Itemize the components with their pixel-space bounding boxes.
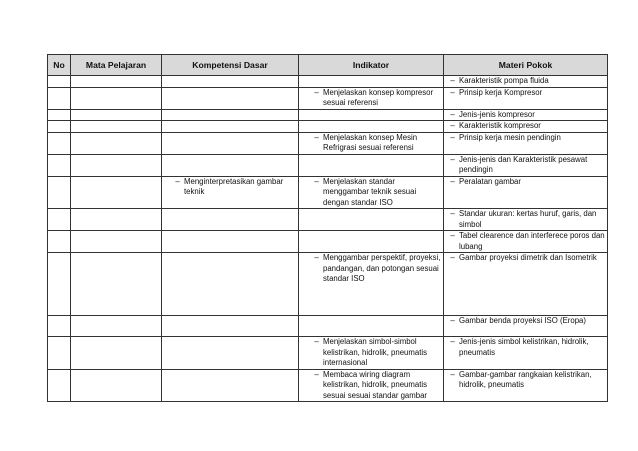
cell-mata-pelajaran: [71, 132, 162, 154]
bullet-dash: –: [450, 337, 455, 346]
cell-indikator: [299, 76, 444, 88]
cell-mata-pelajaran: [71, 231, 162, 253]
cell-no: [48, 87, 71, 109]
cell-mata-pelajaran: [71, 121, 162, 133]
table-row: [48, 154, 608, 176]
table-row: [48, 316, 608, 337]
mat-item: [444, 133, 607, 144]
header-indikator: Indikator: [299, 55, 444, 76]
mat-text: Gambar-gambar rangkaian kelistrikan, hidrolik, pneumatis: [459, 369, 592, 389]
table-row: [48, 76, 608, 88]
bullet-dash: –: [450, 109, 455, 119]
mat-item: [444, 337, 607, 358]
mat-text: Tabel clearence dan interferece poros dan lubang: [459, 231, 605, 251]
mat-item: [444, 209, 607, 230]
cell-materi-pokok: [444, 132, 608, 154]
cell-kompetensi-dasar: [162, 87, 299, 109]
cell-mata-pelajaran: [71, 209, 162, 231]
mat-text: Standar ukuran: kertas huruf, garis, dan simbol: [459, 209, 597, 229]
cell-materi-pokok: [444, 176, 608, 209]
table-row: [48, 121, 608, 133]
cell-materi-pokok: [444, 154, 608, 176]
cell-kompetensi-dasar: [162, 132, 299, 154]
bullet-dash: –: [450, 154, 455, 164]
bullet-dash: –: [314, 337, 319, 346]
cell-no: [48, 176, 71, 209]
cell-no: [48, 76, 71, 88]
cell-materi-pokok: [444, 121, 608, 133]
ind-text: Menjelaskan konsep kompresor sesuai referensi: [323, 87, 434, 107]
header-mata-pelajaran: Mata Pelajaran: [71, 55, 162, 76]
ind-item: [299, 370, 443, 402]
mat-text: Gambar benda proyeksi ISO (Eropa): [459, 316, 586, 325]
mat-item: [444, 121, 607, 132]
ind-text: Menjelaskan konsep Mesin Refrigrasi sesuai referensi: [323, 132, 418, 152]
cell-materi-pokok: [444, 337, 608, 370]
cell-mata-pelajaran: [71, 253, 162, 316]
cell-indikator: [299, 369, 444, 402]
mat-item: [444, 253, 607, 264]
bullet-dash: –: [450, 76, 455, 85]
mat-text: Jenis-jenis kompresor: [459, 109, 535, 119]
bullet-dash: –: [450, 176, 455, 186]
cell-no: [48, 337, 71, 370]
bullet-dash: –: [314, 132, 319, 142]
cell-no: [48, 316, 71, 337]
mat-item: [444, 370, 607, 391]
mat-text: Karakteristik kompresor: [459, 121, 541, 130]
ind-item: [299, 88, 443, 109]
mat-text: Gambar proyeksi dimetrik dan Isometrik: [459, 253, 597, 262]
cell-materi-pokok: [444, 76, 608, 88]
mat-text: Prinsip kerja Kompresor: [459, 87, 543, 97]
ind-text: Membaca wiring diagram kelistrikan, hidrolik, pneumatis sesuai sesuai standar gambar: [323, 369, 428, 400]
cell-no: [48, 369, 71, 402]
cell-mata-pelajaran: [71, 109, 162, 121]
cell-indikator: [299, 231, 444, 253]
mat-item: [444, 76, 607, 87]
bullet-dash: –: [450, 209, 455, 218]
cell-indikator: [299, 316, 444, 337]
cell-kompetensi-dasar: [162, 231, 299, 253]
table-row: [48, 369, 608, 402]
cell-materi-pokok: [444, 231, 608, 253]
table-row: [48, 209, 608, 231]
cell-kompetensi-dasar: [162, 369, 299, 402]
table-row: [48, 109, 608, 121]
ind-text: Menjelaskan standar menggambar teknik sesuai dengan standar ISO: [323, 176, 417, 207]
cell-indikator: [299, 253, 444, 316]
cell-materi-pokok: [444, 87, 608, 109]
cell-kompetensi-dasar: [162, 209, 299, 231]
table-row: [48, 87, 608, 109]
cell-no: [48, 231, 71, 253]
mat-text: Peralatan gambar: [459, 176, 521, 186]
table-row: [48, 253, 608, 316]
mat-item: [444, 316, 607, 327]
table-row: [48, 337, 608, 370]
mat-item: [444, 155, 607, 176]
mat-text: Jenis-jenis dan Karakteristik pesawat pendingin: [459, 154, 588, 174]
cell-no: [48, 253, 71, 316]
cell-indikator: [299, 109, 444, 121]
cell-no: [48, 209, 71, 231]
cell-materi-pokok: [444, 253, 608, 316]
table-body: [48, 76, 608, 402]
table-row: [48, 176, 608, 209]
table-row: [48, 132, 608, 154]
header-no: No: [48, 55, 71, 76]
cell-no: [48, 132, 71, 154]
komp-text: Menginterpretasikan gambar teknik: [184, 176, 284, 196]
header-row: [48, 55, 608, 76]
cell-kompetensi-dasar: [162, 176, 299, 209]
cell-kompetensi-dasar: [162, 109, 299, 121]
cell-indikator: [299, 209, 444, 231]
mat-text: Prinsip kerja mesin pendingin: [459, 132, 561, 142]
cell-indikator: [299, 176, 444, 209]
cell-mata-pelajaran: [71, 316, 162, 337]
cell-indikator: [299, 121, 444, 133]
ind-item: [299, 133, 443, 154]
bullet-dash: –: [450, 369, 455, 379]
mat-item: [444, 177, 607, 188]
cell-mata-pelajaran: [71, 154, 162, 176]
bullet-dash: –: [450, 121, 455, 130]
cell-no: [48, 121, 71, 133]
komp-item: [162, 177, 298, 198]
ind-item: [299, 177, 443, 209]
mat-text: Karakteristik pompa fluida: [459, 76, 549, 85]
cell-kompetensi-dasar: [162, 316, 299, 337]
ind-text: Menjelaskan simbol-simbol kelistrikan, hidrolik, pneumatis internasional: [323, 337, 428, 367]
cell-kompetensi-dasar: [162, 154, 299, 176]
cell-mata-pelajaran: [71, 337, 162, 370]
cell-mata-pelajaran: [71, 176, 162, 209]
cell-indikator: [299, 154, 444, 176]
mat-text: Jenis-jenis simbol kelistrikan, hidrolik, pneumatis: [459, 337, 589, 357]
header-materi-pokok: Materi Pokok: [444, 55, 608, 76]
mat-item: [444, 110, 607, 121]
table-row: [48, 231, 608, 253]
cell-kompetensi-dasar: [162, 337, 299, 370]
cell-mata-pelajaran: [71, 87, 162, 109]
mat-item: [444, 88, 607, 99]
curriculum-table: [47, 54, 608, 402]
cell-indikator: [299, 337, 444, 370]
cell-materi-pokok: [444, 316, 608, 337]
cell-kompetensi-dasar: [162, 76, 299, 88]
ind-item: [299, 253, 443, 285]
bullet-dash: –: [450, 231, 455, 240]
cell-materi-pokok: [444, 109, 608, 121]
cell-no: [48, 109, 71, 121]
bullet-dash: –: [450, 87, 455, 97]
mat-item: [444, 231, 607, 252]
cell-materi-pokok: [444, 369, 608, 402]
cell-kompetensi-dasar: [162, 121, 299, 133]
cell-indikator: [299, 132, 444, 154]
bullet-dash: –: [450, 316, 455, 325]
cell-mata-pelajaran: [71, 369, 162, 402]
bullet-dash: –: [314, 253, 319, 262]
bullet-dash: –: [314, 369, 319, 379]
bullet-dash: –: [450, 132, 455, 142]
ind-text: Menggambar perspektif, proyeksi, pandangan, dan potongan sesuai standar ISO: [323, 253, 441, 283]
bullet-dash: –: [175, 176, 180, 186]
bullet-dash: –: [450, 253, 455, 262]
bullet-dash: –: [314, 176, 319, 186]
cell-mata-pelajaran: [71, 76, 162, 88]
header-kompetensi-dasar: Kompetensi Dasar: [162, 55, 299, 76]
ind-item: [299, 337, 443, 369]
cell-no: [48, 154, 71, 176]
cell-indikator: [299, 87, 444, 109]
bullet-dash: –: [314, 87, 319, 97]
cell-kompetensi-dasar: [162, 253, 299, 316]
cell-materi-pokok: [444, 209, 608, 231]
